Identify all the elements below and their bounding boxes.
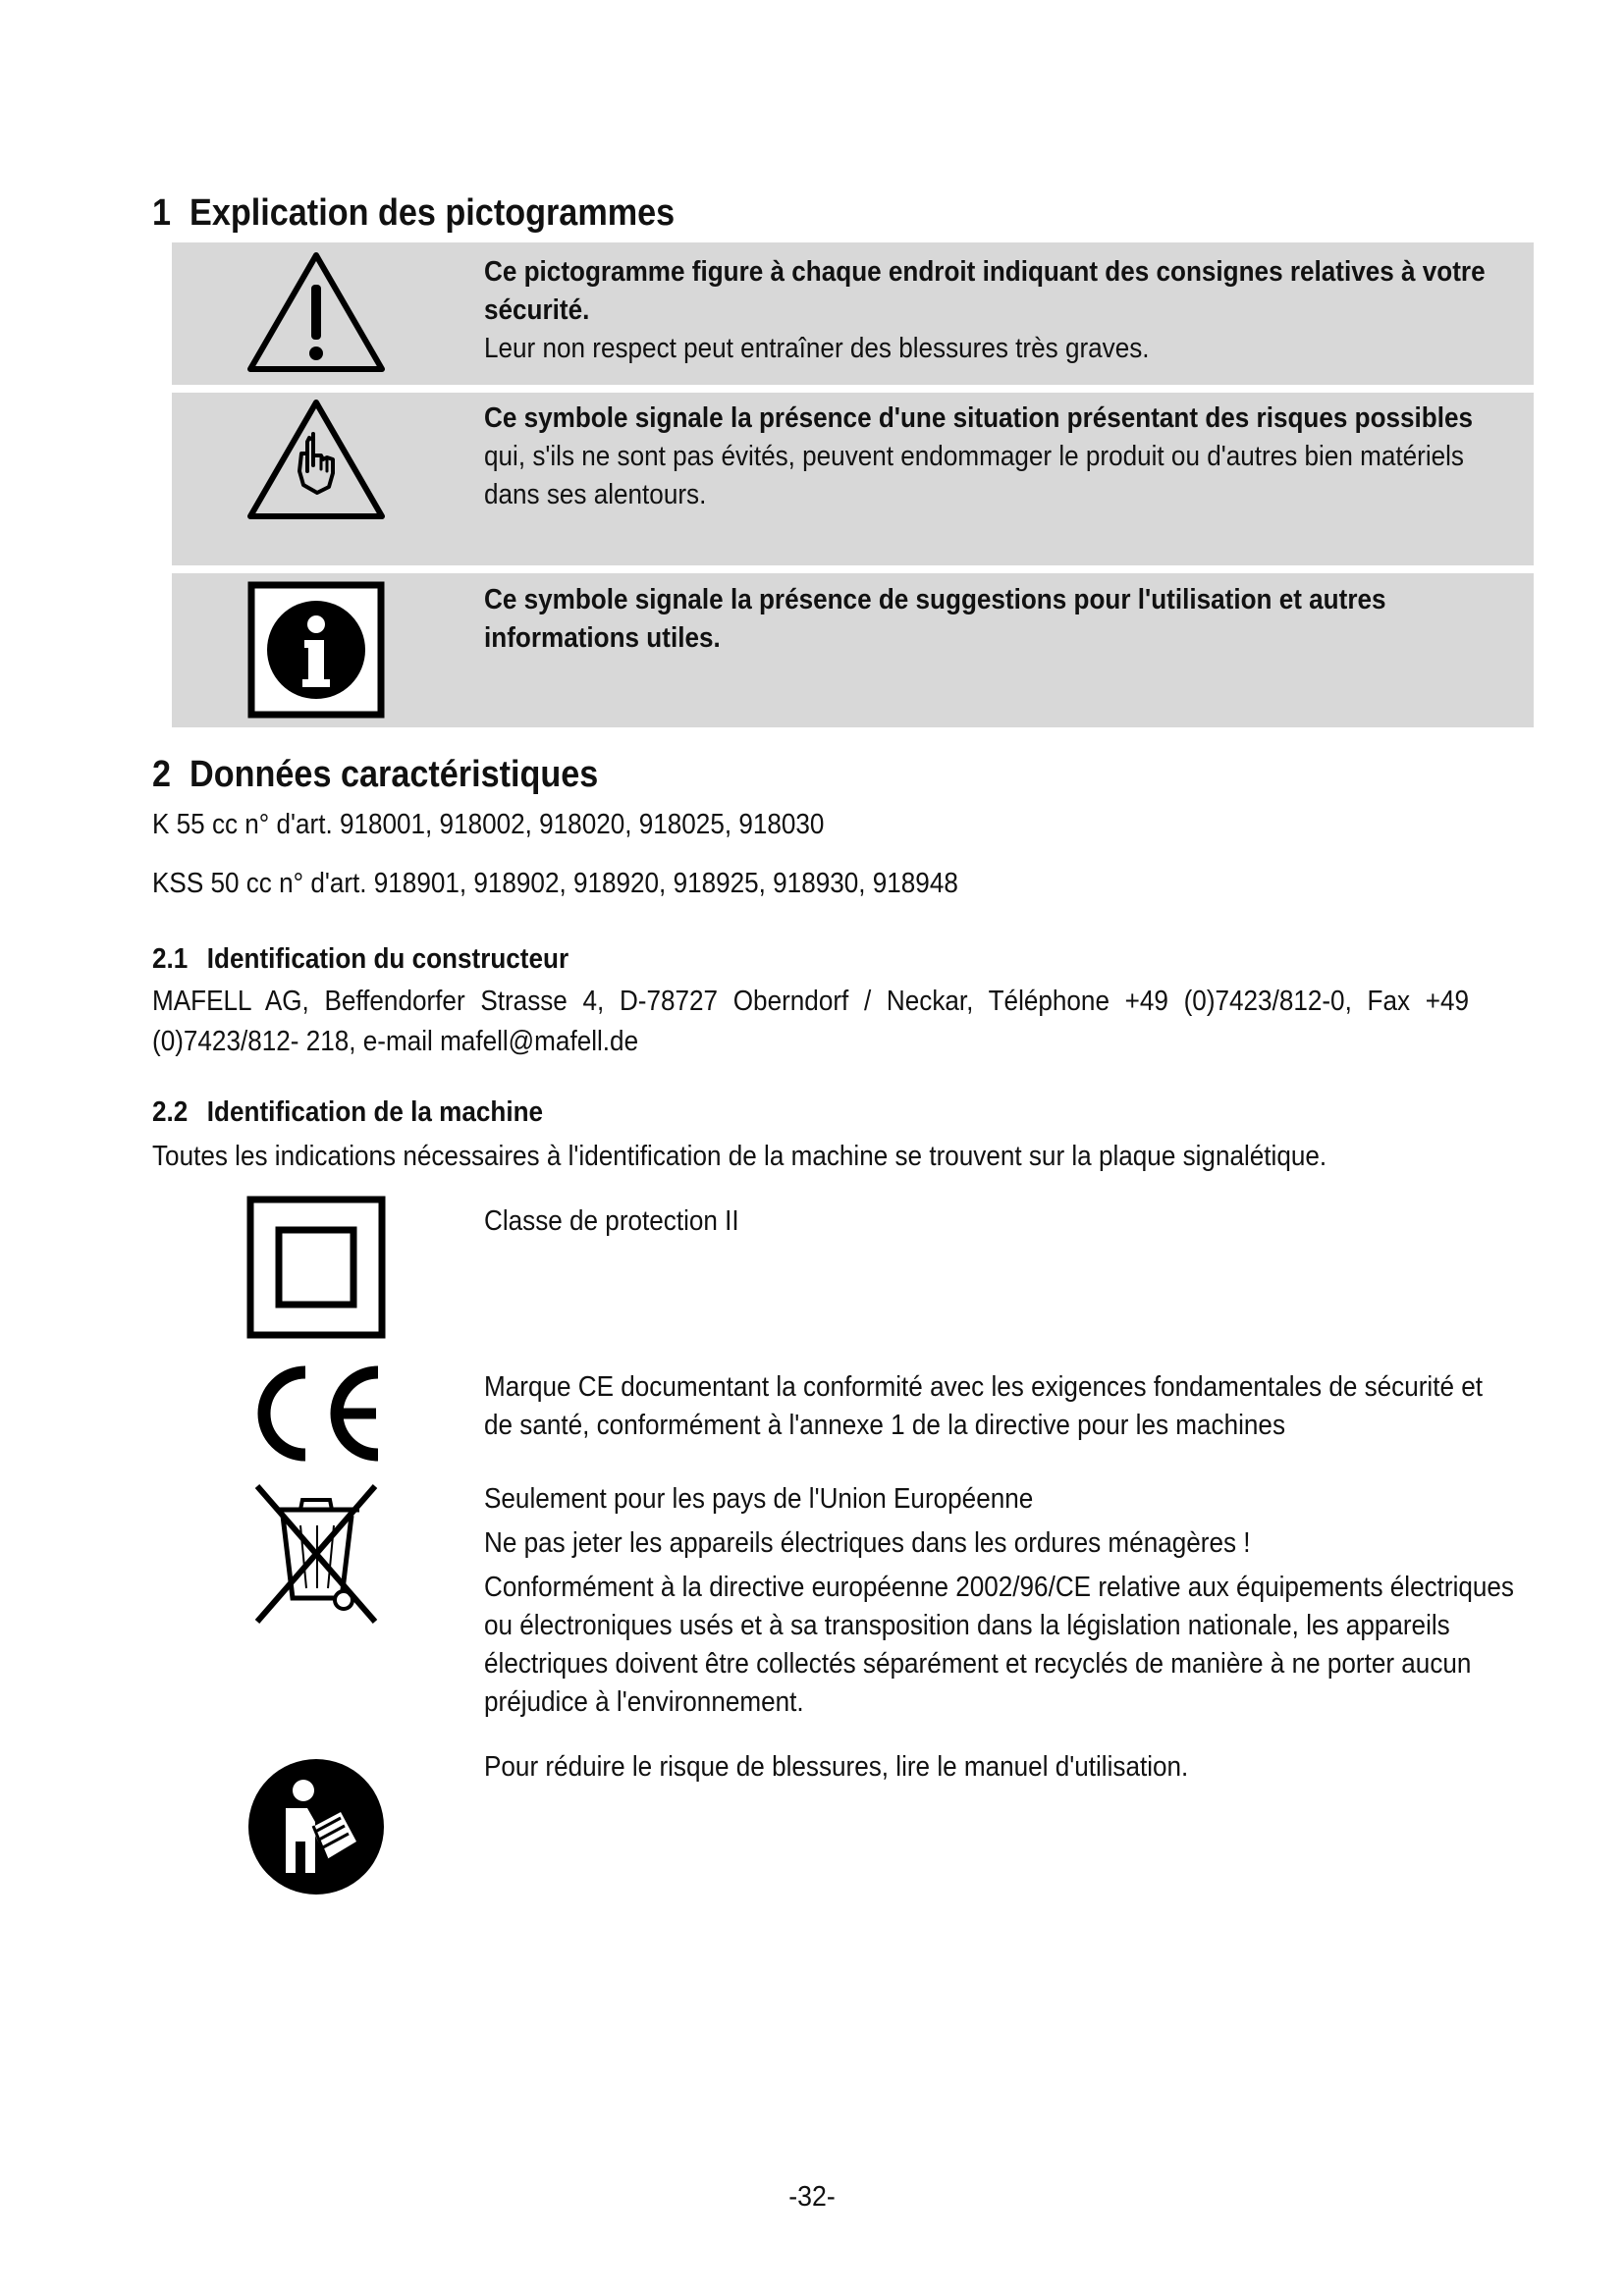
pictogram-row-text — [484, 581, 1500, 658]
protection-class-ii-icon — [244, 1196, 389, 1343]
subsection-2-2-heading — [152, 1096, 543, 1129]
symbol-description: Marque CE documentant la conformité avec les exigences fondamentales de sécurité et de santé, conformément à l'annexe 1 de la directive pour les machines — [484, 1371, 1484, 1441]
symbol-description: Pour réduire le risque de blessures, lire le manuel d'utilisation. — [484, 1751, 1189, 1783]
section-2-heading — [152, 754, 598, 796]
section-number: 1 — [152, 192, 172, 234]
pictogram-normal-text: qui, s'ils ne sont pas évités, peuvent endommager le produit ou d'autres bien matériels dans ses alentours. — [484, 441, 1464, 510]
symbol-description: Conformément à la directive européenne 2002/96/CE relative aux équipements électriques ou électroniques usés et à sa transposition dans la législation nationale, les appareils électriques doivent être collectés séparément et recyclés de manière à ne porter aucun préjudice à l'environnement. — [484, 1572, 1514, 1718]
pictogram-bold-text: Ce pictogramme figure à chaque endroit indiquant des consignes relatives à votre sécurité. — [484, 256, 1486, 326]
read-manual-text — [484, 1748, 1518, 1787]
ce-mark-text — [484, 1368, 1518, 1445]
pictogram-row-text — [484, 253, 1500, 368]
crossed-bin-icon — [244, 1482, 389, 1629]
machine-identification-text: Toutes les indications nécessaires à l'identification de la machine se trouvent sur la plaque signalétique. — [152, 1141, 1327, 1172]
pictogram-bold-text: Ce symbole signale la présence d'une situation présentant des risques possibles — [484, 402, 1474, 434]
section-number: 2 — [152, 754, 172, 795]
pictogram-row-text — [484, 400, 1500, 514]
article-numbers-kss50: KSS 50 cc n° d'art. 918901, 918902, 918920, 918925, 918930, 918948 — [152, 868, 958, 899]
protection-class-text — [484, 1202, 1518, 1241]
symbol-description: Seulement pour les pays de l'Union Européenne — [484, 1483, 1034, 1515]
symbol-description: Ne pas jeter les appareils électriques dans les ordures ménagères ! — [484, 1527, 1251, 1559]
section-title: Explication des pictogrammes — [189, 192, 676, 234]
subsection-title: Identification du constructeur — [206, 943, 569, 975]
subsection-2-1-heading — [152, 943, 568, 976]
read-manual-icon — [244, 1757, 389, 1896]
ce-mark-icon — [244, 1362, 389, 1470]
article-numbers-k55: K 55 cc n° d'art. 918001, 918002, 918020, 918025, 918030 — [152, 809, 825, 840]
info-icon — [244, 579, 389, 721]
subsection-number: 2.1 — [152, 943, 189, 975]
caution-hand-icon — [244, 396, 389, 525]
symbol-description: Classe de protection II — [484, 1205, 739, 1237]
subsection-title: Identification de la machine — [206, 1096, 544, 1128]
section-1-heading — [152, 192, 675, 235]
subsection-number: 2.2 — [152, 1096, 189, 1128]
page-number: -32- — [788, 2181, 836, 2213]
pictogram-bold-text: Ce symbole signale la présence de suggestions pour l'utilisation et autres informations utiles. — [484, 584, 1386, 654]
warning-triangle-icon — [244, 248, 389, 378]
weee-disposal-text — [484, 1480, 1518, 1722]
manufacturer-address: MAFELL AG, Beffendorfer Strasse 4, D-78727 Oberndorf / Neckar, Téléphone +49 (0)7423/812-0, Fax +49 (0)7423/812- 218, e-mail mafell@mafell.de — [152, 986, 1469, 1057]
section-title: Données caractéristiques — [189, 754, 599, 795]
pictogram-normal-text: Leur non respect peut entraîner des blessures très graves. — [484, 333, 1150, 364]
